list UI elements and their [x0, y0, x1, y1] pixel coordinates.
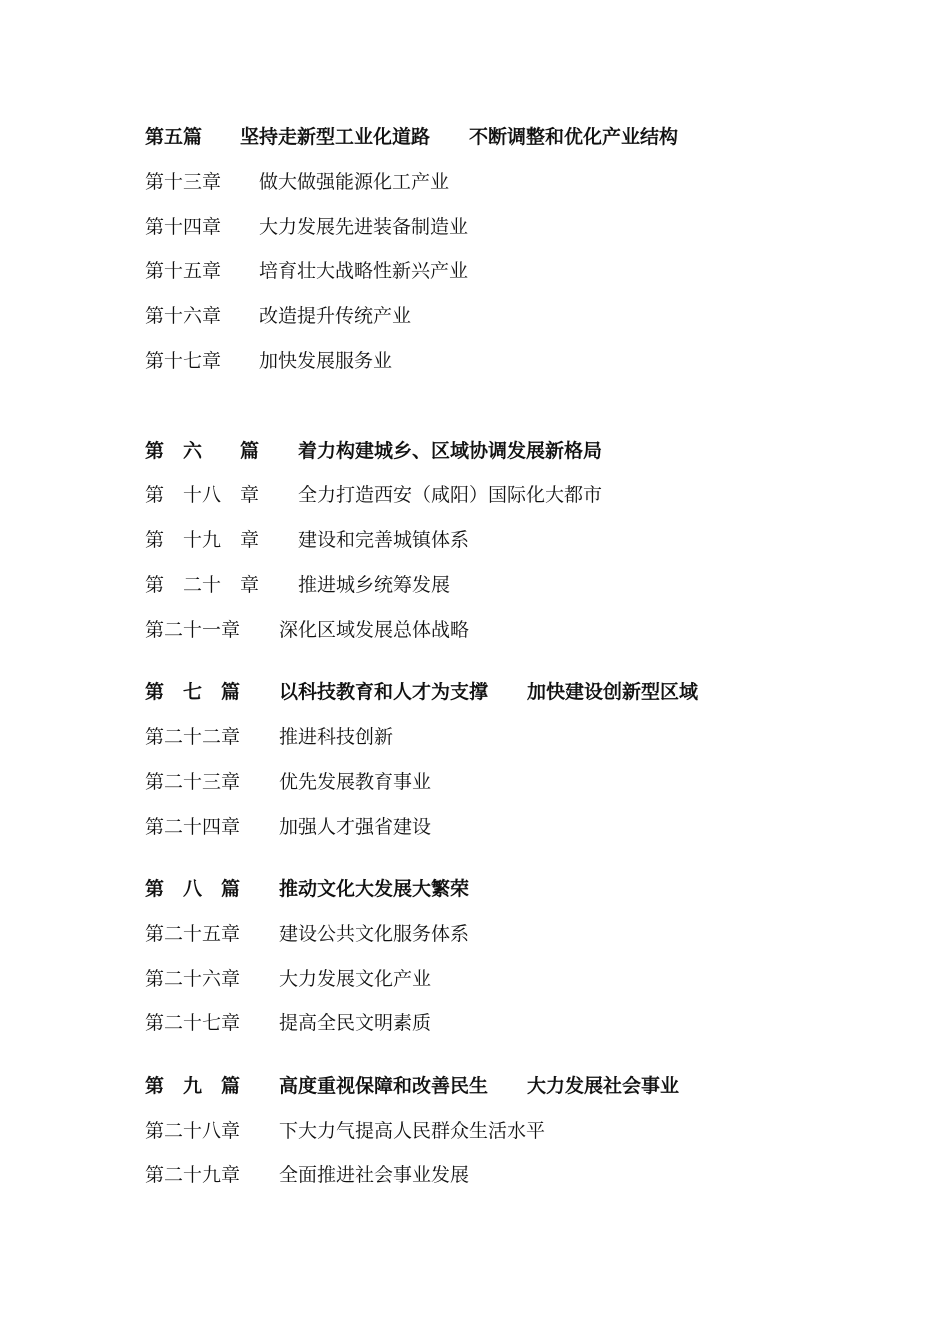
chapter-label-suffix: 章 [240, 529, 260, 551]
chapter-title: 推进城乡统筹发展 [298, 574, 451, 596]
chapter-25 [145, 921, 470, 947]
part-title: 高度重视保障和改善民生 [279, 1075, 489, 1097]
chapter-number: 第二十四章 [145, 816, 241, 838]
part-heading-9 [145, 1073, 680, 1099]
chapter-title: 培育壮大战略性新兴产业 [259, 260, 469, 282]
chapter-title: 建设公共文化服务体系 [279, 923, 470, 945]
chapter-label-suffix: 章 [240, 484, 260, 506]
part-heading-8 [145, 876, 470, 902]
chapter-28 [145, 1118, 546, 1144]
chapter-number: 第二十七章 [145, 1012, 241, 1034]
chapter-number: 第二十一章 [145, 619, 241, 641]
part-subtitle: 大力发展社会事业 [527, 1075, 680, 1097]
chapter-18 [145, 482, 603, 508]
chapter-title: 加快发展服务业 [259, 350, 393, 372]
chapter-title: 下大力气提高人民群众生活水平 [279, 1120, 546, 1142]
chapter-title: 建设和完善城镇体系 [298, 529, 470, 551]
part-number: 八 [183, 878, 203, 900]
chapter-title: 优先发展教育事业 [279, 771, 432, 793]
part-label-suffix: 篇 [221, 878, 241, 900]
chapter-number: 第二十六章 [145, 968, 241, 990]
chapter-number: 第二十三章 [145, 771, 241, 793]
chapter-number: 第十六章 [145, 305, 222, 327]
chapter-label: 第 [145, 574, 165, 596]
chapter-27 [145, 1010, 432, 1036]
chapter-number: 第二十五章 [145, 923, 241, 945]
chapter-16 [145, 303, 412, 329]
chapter-number: 十九 [183, 529, 222, 551]
part-subtitle: 不断调整和优化产业结构 [469, 126, 679, 148]
chapter-title: 深化区域发展总体战略 [279, 619, 470, 641]
part-number: 六 [183, 440, 203, 462]
chapter-label-suffix: 章 [240, 574, 260, 596]
chapter-title: 加强人才强省建设 [279, 816, 432, 838]
chapter-number: 第二十九章 [145, 1164, 241, 1186]
part-heading-6 [145, 438, 603, 464]
part-label-suffix: 篇 [221, 681, 241, 703]
chapter-number: 第十七章 [145, 350, 222, 372]
chapter-title: 大力发展先进装备制造业 [259, 216, 469, 238]
part-label-suffix: 篇 [240, 440, 260, 462]
chapter-number: 第十三章 [145, 171, 222, 193]
chapter-number: 第二十二章 [145, 726, 241, 748]
part-heading-7 [145, 679, 699, 705]
part-number: 九 [183, 1075, 203, 1097]
chapter-20 [145, 572, 451, 598]
part-label: 第 [145, 1075, 165, 1097]
chapter-23 [145, 769, 432, 795]
chapter-number: 十八 [183, 484, 222, 506]
chapter-title: 提高全民文明素质 [279, 1012, 432, 1034]
chapter-title: 大力发展文化产业 [279, 968, 432, 990]
chapter-19 [145, 527, 470, 553]
part-label: 第 [145, 878, 165, 900]
chapter-title: 全面推进社会事业发展 [279, 1164, 470, 1186]
part-title: 坚持走新型工业化道路 [240, 126, 431, 148]
chapter-14 [145, 214, 469, 240]
part-title: 着力构建城乡、区域协调发展新格局 [298, 440, 603, 462]
part-label: 第 [145, 440, 165, 462]
chapter-22 [145, 724, 394, 750]
chapter-label: 第 [145, 529, 165, 551]
chapter-number: 第十五章 [145, 260, 222, 282]
chapter-26 [145, 966, 432, 992]
chapter-label: 第 [145, 484, 165, 506]
part-label-suffix: 篇 [221, 1075, 241, 1097]
chapter-number: 二十 [183, 574, 222, 596]
part-number: 七 [183, 681, 203, 703]
chapter-number: 第十四章 [145, 216, 222, 238]
chapter-21 [145, 617, 470, 643]
chapter-29 [145, 1162, 470, 1188]
part-label: 第 [145, 681, 165, 703]
part-title: 以科技教育和人才为支撑 [279, 681, 489, 703]
chapter-title: 全力打造西安（咸阳）国际化大都市 [298, 484, 603, 506]
chapter-24 [145, 814, 432, 840]
chapter-17 [145, 348, 393, 374]
part-number: 第五篇 [145, 126, 203, 148]
chapter-title: 做大做强能源化工产业 [259, 171, 450, 193]
chapter-number: 第二十八章 [145, 1120, 241, 1142]
part-heading-5 [145, 124, 679, 150]
chapter-15 [145, 258, 469, 284]
chapter-13 [145, 169, 450, 195]
part-subtitle: 加快建设创新型区域 [527, 681, 699, 703]
chapter-title: 推进科技创新 [279, 726, 394, 748]
chapter-title: 改造提升传统产业 [259, 305, 412, 327]
part-title: 推动文化大发展大繁荣 [279, 878, 470, 900]
